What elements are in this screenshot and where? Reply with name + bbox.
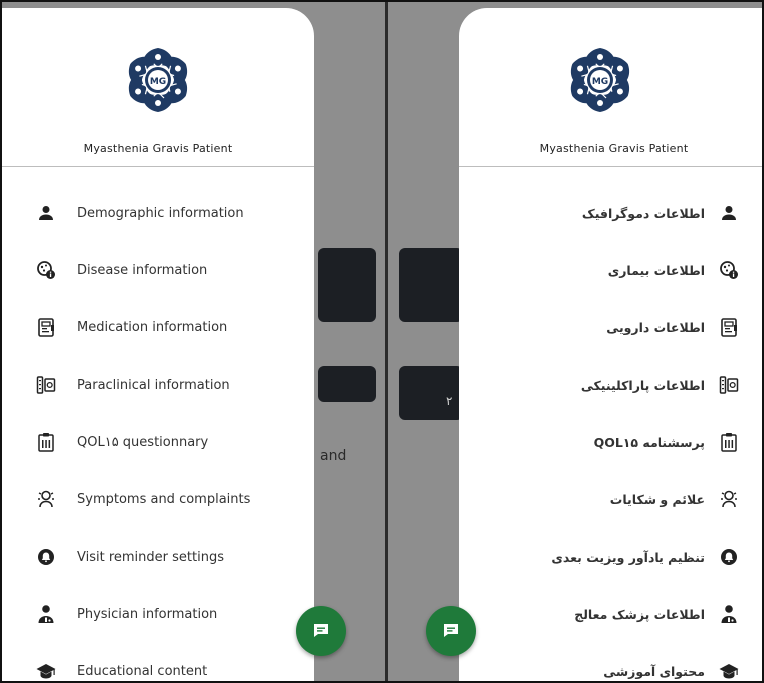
drawer-item-label: QOL۱۵ questionnary — [77, 434, 209, 450]
logo-text: MG — [149, 77, 167, 87]
drawer-item-label: Visit reminder settings — [77, 549, 224, 565]
questionnaire-icon — [36, 432, 56, 452]
physician-icon — [36, 604, 56, 624]
drawer-item-person[interactable] — [2, 193, 314, 233]
chat-fab-button[interactable] — [426, 606, 476, 656]
drawer-item-paraclinical[interactable] — [459, 365, 762, 405]
drawer-item-label: پرسشنامه QOL۱۵ — [593, 434, 705, 450]
background-text-fragment: and — [320, 448, 347, 464]
drawer-item-label: اطلاعات دموگرافیک — [581, 205, 705, 221]
background-card — [399, 366, 463, 420]
navigation-drawer — [2, 8, 314, 681]
drawer-item-questionnaire[interactable] — [459, 422, 762, 462]
app-title: Myasthenia Gravis Patient — [83, 142, 233, 155]
drawer-item-label: Educational content — [77, 663, 208, 679]
chat-icon — [311, 621, 331, 641]
medication-icon — [36, 317, 56, 337]
physician-icon — [719, 604, 739, 624]
divider — [459, 166, 762, 167]
drawer-item-medication[interactable] — [2, 307, 314, 347]
drawer-item-label: تنظیم یادآور ویزیت بعدی — [551, 549, 705, 565]
drawer-item-label: Paraclinical information — [77, 377, 230, 393]
drawer-item-graduation-cap[interactable] — [2, 651, 314, 681]
drawer-item-paraclinical[interactable] — [2, 365, 314, 405]
questionnaire-icon — [719, 432, 739, 452]
app-logo — [564, 44, 636, 116]
drawer-item-medication[interactable] — [459, 307, 762, 347]
bell-icon — [719, 547, 739, 567]
drawer-item-label: Symptoms and complaints — [77, 491, 251, 507]
graduation-cap-icon — [719, 661, 739, 681]
drawer-item-symptoms[interactable] — [2, 479, 314, 519]
drawer-item-label: Physician information — [77, 606, 218, 622]
chat-fab-button[interactable] — [296, 606, 346, 656]
symptoms-icon — [719, 489, 739, 509]
background-card — [318, 366, 376, 402]
drawer-item-label: محتوای آموزشی — [603, 663, 705, 679]
paraclinical-icon — [719, 375, 739, 395]
symptoms-icon — [36, 489, 56, 509]
app-logo — [122, 44, 194, 116]
paraclinical-icon — [36, 375, 56, 395]
background-text-fragment: ۲ — [446, 394, 453, 408]
drawer-item-label: علائم و شکایات — [609, 491, 705, 507]
drawer-item-label: اطلاعات پاراکلینیکی — [580, 377, 705, 393]
navigation-drawer — [459, 8, 762, 681]
medication-icon — [719, 317, 739, 337]
disease-info-icon — [719, 260, 739, 280]
drawer-item-person[interactable] — [459, 193, 762, 233]
logo-text: MG — [591, 77, 609, 87]
drawer-item-symptoms[interactable] — [459, 479, 762, 519]
graduation-cap-icon — [36, 661, 56, 681]
drawer-item-questionnaire[interactable] — [2, 422, 314, 462]
drawer-item-bell[interactable] — [459, 537, 762, 577]
background-card — [399, 248, 463, 322]
person-icon — [719, 203, 739, 223]
drawer-item-label: اطلاعات بیماری — [607, 262, 705, 278]
bell-icon — [36, 547, 56, 567]
screen-persian — [388, 2, 762, 681]
drawer-item-physician[interactable] — [2, 594, 314, 634]
app-title: Myasthenia Gravis Patient — [539, 142, 689, 155]
drawer-item-label: Demographic information — [77, 205, 244, 221]
drawer-item-label: اطلاعات پزشک معالج — [574, 606, 705, 622]
drawer-item-bell[interactable] — [2, 537, 314, 577]
drawer-item-label: اطلاعات دارویی — [606, 319, 705, 335]
person-icon — [36, 203, 56, 223]
drawer-item-disease-info[interactable] — [459, 250, 762, 290]
drawer-item-label: Medication information — [77, 319, 228, 335]
screen-english — [2, 2, 385, 681]
chat-icon — [441, 621, 461, 641]
disease-info-icon — [36, 260, 56, 280]
drawer-item-label: Disease information — [77, 262, 208, 278]
drawer-item-physician[interactable] — [459, 594, 762, 634]
divider — [2, 166, 314, 167]
drawer-item-graduation-cap[interactable] — [459, 651, 762, 681]
background-card — [318, 248, 376, 322]
drawer-item-disease-info[interactable] — [2, 250, 314, 290]
